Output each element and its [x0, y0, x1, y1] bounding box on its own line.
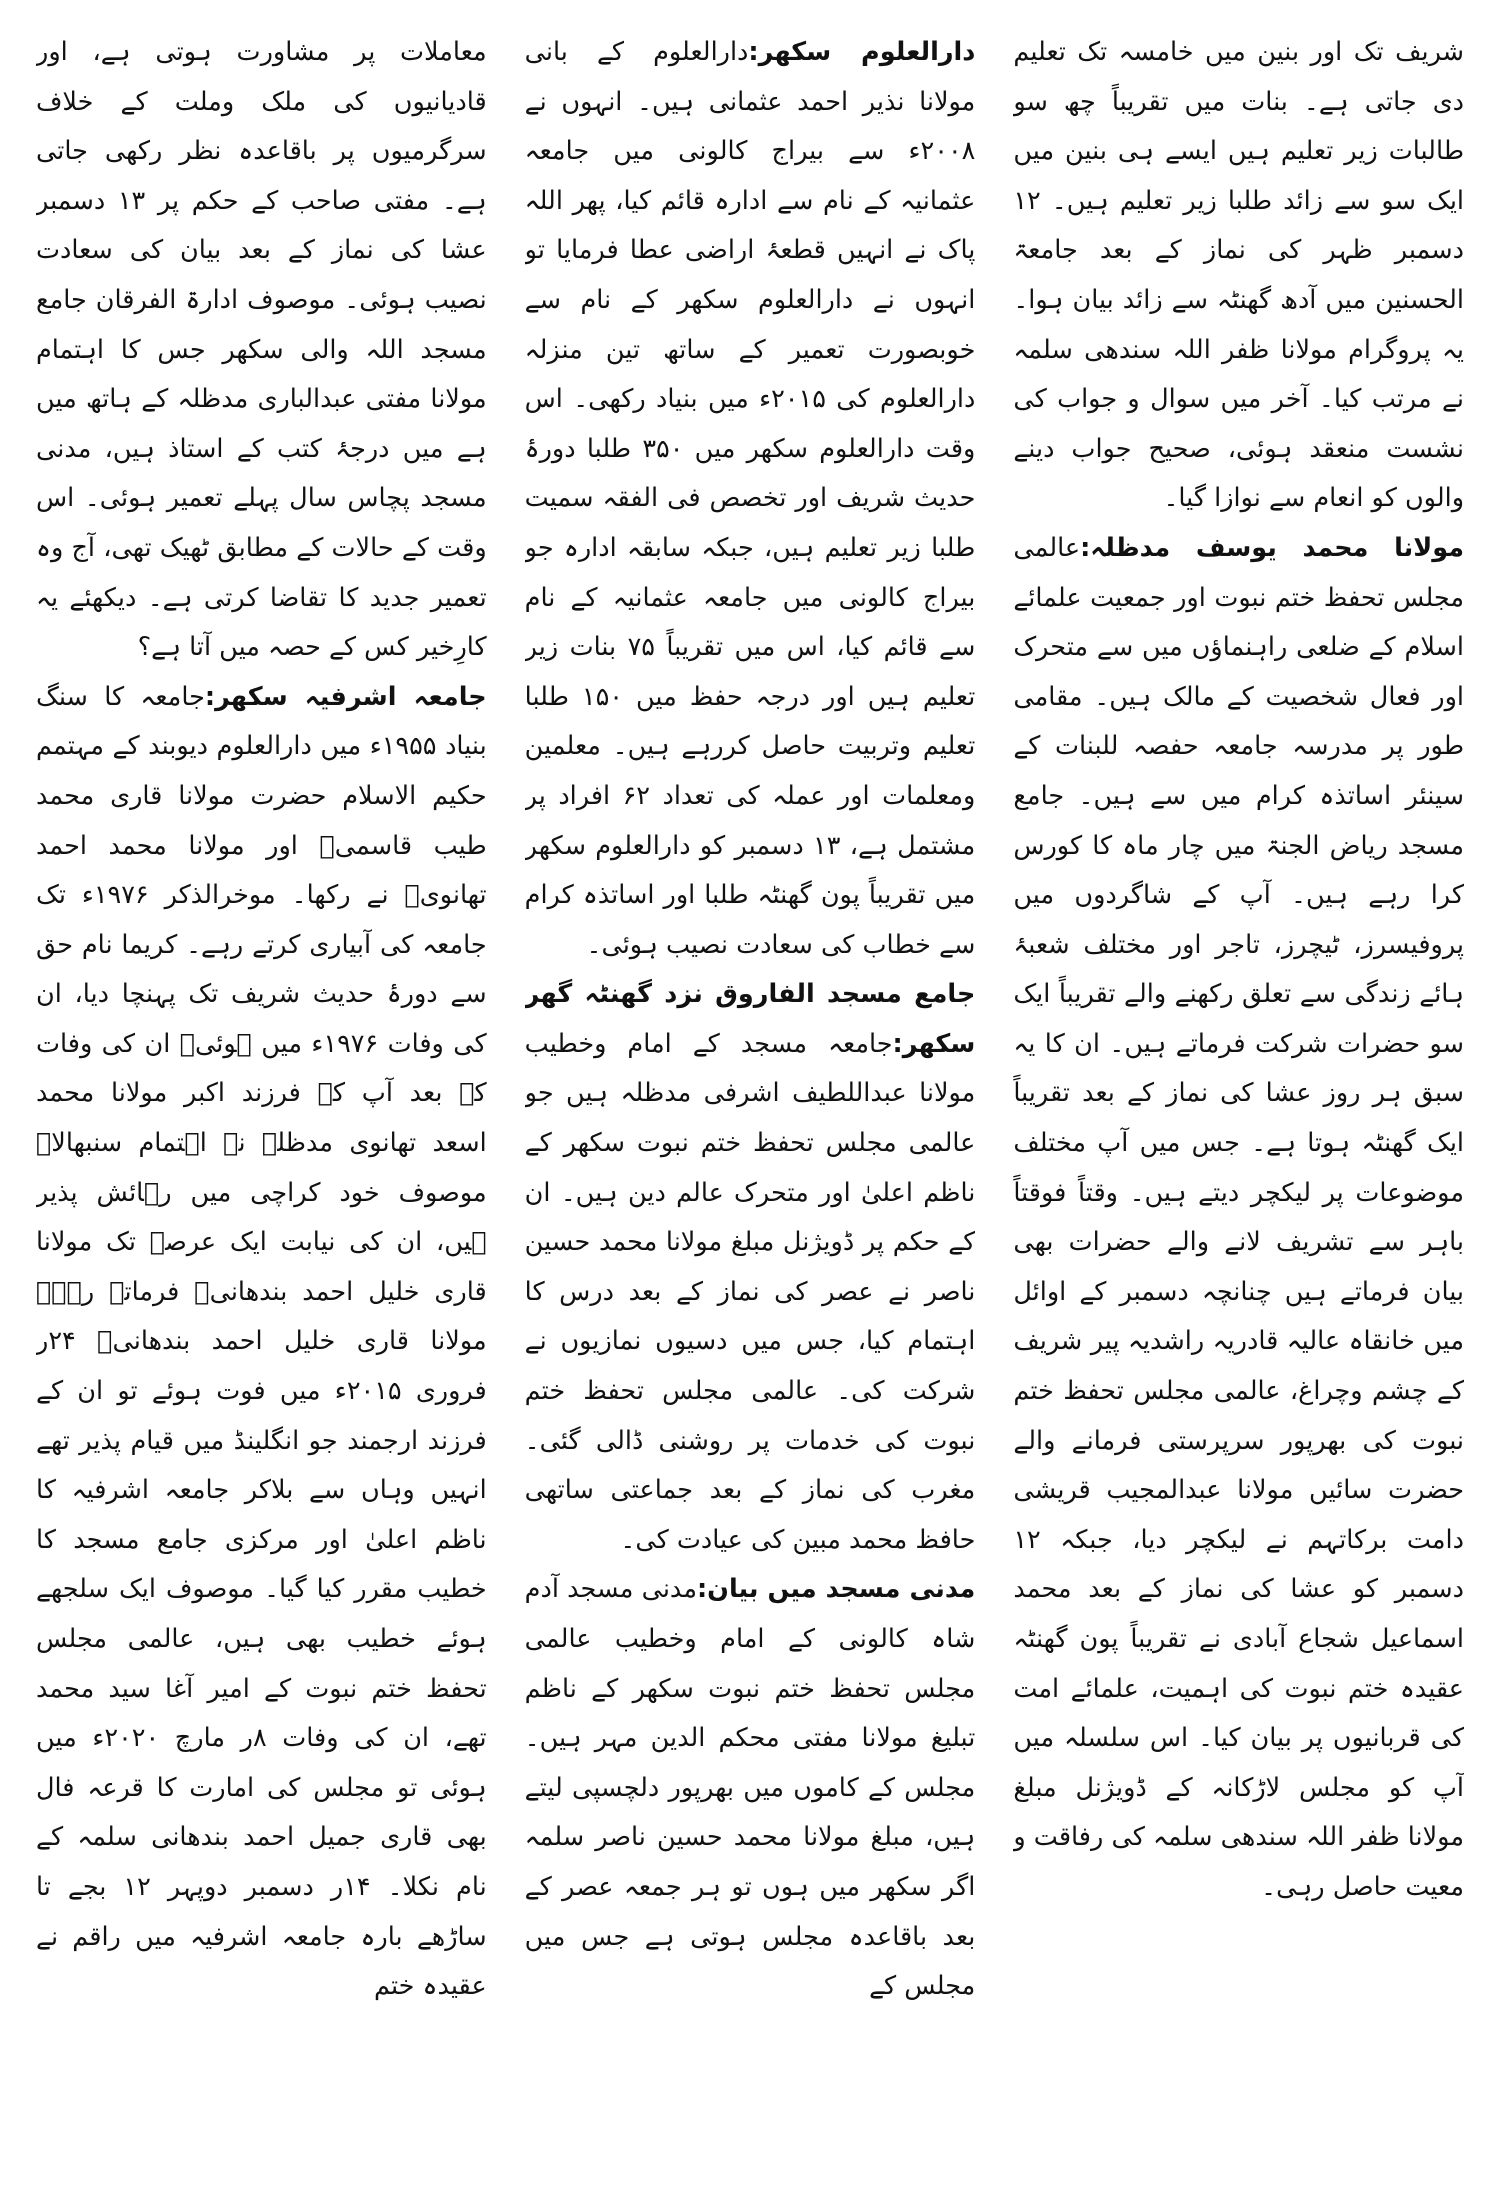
paragraph-text: جامعہ مسجد کے امام وخطیب مولانا عبداللطیف اشرفی مدظلہ ہیں جو عالمی مجلس تحفظ ختم نبوت سکھر کے ناظم اعلیٰ اور متحرک عالم دین ہیں۔ ان کے حکم پر ڈویژنل مبلغ مولانا محمد حسین ناصر نے عصر کی نماز کے بعد درس کا اہتمام کیا، جس میں دسیوں نمازیوں نے شرکت کی۔ عالمی مجلس تحفظ ختم نبوت کی خدمات پر روشنی ڈالی گئی۔ مغرب کی نماز کے بعد جماعتی ساتھی حافظ محمد مبین کی عیادت کی۔ [524, 1028, 976, 1555]
paragraph [1013, 28, 1464, 524]
paragraph [36, 28, 487, 673]
paragraph-text: دارالعلوم کے بانی مولانا نذیر احمد عثمانی ہیں۔ انہوں نے ۲۰۰۸ء سے بیراج کالونی میں جامعہ عثمانیہ کے نام سے ادارہ قائم کیا، پھر اللہ پاک نے انہیں قطعۂ اراضی عطا فرمایا تو انہوں نے دارالعلوم سکھر کے نام سے خوبصورت تعمیر کے ساتھ تین منزلہ دارالعلوم کی ۲۰۱۵ء میں بنیاد رکھی۔ اس وقت دارالعلوم سکھر میں ۳۵۰ طلبا دورۂ حدیث شریف اور تخصص فی الفقہ سمیت طلبا زیر تعلیم ہیں، جبکہ سابقہ ادارہ جو بیراج کالونی میں جامعہ عثمانیہ کے نام سے قائم کیا، اس میں تقریباً ۷۵ بنات زیر تعلیم ہیں اور درجہ حفظ میں ۱۵۰ طلبا تعلیم وتربیت حاصل کررہے ہیں۔ معلمین ومعلمات اور عملہ کی تعداد ۶۲ افراد پر مشتمل ہے، ۱۳ دسمبر کو دارالعلوم سکھر میں تقریباً پون گھنٹہ طلبا اور اساتذہ کرام سے خطاب کی سعادت نصیب ہوئی۔ [524, 37, 976, 960]
section-heading: مولانا محمد یوسف مدظلہ: [1080, 532, 1465, 563]
section-heading: جامعہ اشرفیہ سکھر: [204, 681, 487, 712]
paragraph [525, 1565, 976, 2011]
paragraph-text: معاملات پر مشاورت ہوتی ہے، اور قادیانیوں کی ملک وملت کے خلاف سرگرمیوں پر باقاعدہ نظر رکھی جاتی ہے۔ مفتی صاحب کے حکم پر ۱۳ دسمبر عشا کی نماز کے بعد بیان کی سعادت نصیب ہوئی۔ موصوف ادارۃ الفرقان جامع مسجد اللہ والی سکھر جس کا اہتمام مولانا مفتی عبدالباری مدظلہ کے ہاتھ میں ہے میں درجۂ کتب کے استاذ ہیں، مدنی مسجد پچاس سال پہلے تعمیر ہوئی۔ اس وقت کے حالات کے مطابق ٹھیک تھی، آج وہ تعمیر جدید کا تقاضا کرتی ہے۔ دیکھئے یہ کارِخیر کس کے حصہ میں آتا ہے؟ [36, 37, 487, 663]
section-heading: دارالعلوم سکھر: [748, 37, 976, 67]
section-heading: مدنی مسجد میں بیان: [696, 1574, 976, 1605]
column-left [36, 28, 487, 2176]
column-middle [525, 28, 976, 2176]
column-right [1013, 28, 1464, 2176]
paragraph-text: عالمی مجلس تحفظ ختم نبوت اور جمعیت علمائے اسلام کے ضلعی راہنماؤں میں سے متحرک اور فعال شخصیت کے مالک ہیں۔ مقامی طور پر مدرسہ جامعہ حفصہ للبنات کے سینئر اساتذہ کرام میں سے ہیں۔ جامع مسجد ریاض الجنۃ میں چار ماہ کا کورس کرا رہے ہیں۔ آپ کے شاگردوں میں پروفیسرز، ٹیچرز، تاجر اور مختلف شعبۂ ہائے زندگی سے تعلق رکھنے والے تقریباً ایک سو حضرات شرکت فرماتے ہیں۔ ان کا یہ سبق ہر روز عشا کی نماز کے بعد تقریباً ایک گھنٹہ ہوتا ہے۔ جس میں آپ مختلف موضوعات پر لیکچر دیتے ہیں۔ وقتاً فوقتاً باہر سے تشریف لانے والے حضرات بھی بیان فرماتے ہیں چنانچہ دسمبر کے اوائل میں خانقاہ عالیہ قادریہ راشدیہ پیر شریف کے چشم وچراغ، عالمی مجلس تحفظ ختم نبوت کی بھرپور سرپرستی فرمانے والے حضرت سائیں مولانا عبدالمجیب قریشی دامت برکاتہم نے لیکچر دیا، جبکہ ۱۲ دسمبر کو عشا کی نماز کے بعد محمد اسماعیل شجاع آبادی نے تقریباً پون گھنٹہ عقیدہ ختم نبوت کی اہمیت، علمائے امت کی قربانیوں پر بیان کیا۔ اس سلسلہ میں آپ کو مجلس لاڑکانہ کے ڈویژنل مبلغ مولانا ظفر اللہ سندھی سلمہ کی رفاقت و معیت حاصل رہی۔ [1013, 532, 1465, 1902]
paragraph [525, 28, 976, 970]
paragraph-text: شریف تک اور بنین میں خامسہ تک تعلیم دی جاتی ہے۔ بنات میں تقریباً چھ سو طالبات زیر تعلیم ہیں ایسے ہی بنین میں ایک سو سے زائد طلبا زیر تعلیم ہیں۔ ۱۲ دسمبر ظہر کی نماز کے بعد جامعۃ الحسنین میں آدھ گھنٹہ سے زائد بیان ہوا۔ یہ پروگرام مولانا ظفر اللہ سندھی سلمہ نے مرتب کیا۔ آخر میں سوال و جواب کی نشست منعقد ہوئی، صحیح جواب دینے والوں کو انعام سے نوازا گیا۔ [1013, 37, 1465, 514]
paragraph [36, 673, 487, 2012]
paragraph [525, 970, 976, 1565]
section-heading: جامع مسجد الفاروق نزد گھنٹہ گھر سکھر: [524, 979, 976, 1059]
paragraph-text: جامعہ کا سنگ بنیاد ۱۹۵۵ء میں دارالعلوم دیوبند کے مہتمم حکیم الاسلام حضرت مولانا قاری محمد طیب قاسمیؒ اور مولانا محمد احمد تھانویؒ نے رکھا۔ موخرالذکر ۱۹۷۶ء تک جامعہ کی آبیاری کرتے رہے۔ کریما نام حق سے دورۂ حدیث شریف تک پہنچا دیا، ان کی وفات ۱۹۷۶ء میں ہوئی۔ ان کی وفات کے بعد آپ کے فرزند اکبر مولانا محمد اسعد تھانوی مدظلہ نے اہتمام سنبھالا۔ موصوف خود کراچی میں رہائش پذیر ہیں، ان کی نیابت ایک عرصہ تک مولانا قاری خلیل احمد بندھانیؒ فرماتے رہے۔ مولانا قاری خلیل احمد بندھانیؒ ۲۴ر فروری ۲۰۱۵ء میں فوت ہوئے تو ان کے فرزند ارجمند جو انگلینڈ میں قیام پذیر تھے انہیں وہاں سے بلاکر جامعہ اشرفیہ کا ناظم اعلیٰ اور مرکزی جامع مسجد کا خطیب مقرر کیا گیا۔ موصوف ایک سلجھے ہوئے خطیب بھی ہیں، عالمی مجلس تحفظ ختم نبوت کے امیر آغا سید محمد تھے، ان کی وفات ۸ر مارچ ۲۰۲۰ء میں ہوئی تو مجلس کی امارت کا قرعہ فال بھی قاری جمیل احمد بندھانی سلمہ کے نام نکلا۔ ۱۴ر دسمبر دوپہر ۱۲ بجے تا ساڑھے بارہ جامعہ اشرفیہ میں راقم نے عقیدہ ختم [36, 681, 487, 2002]
paragraph [1013, 524, 1464, 1913]
paragraph-text: مدنی مسجد آدم شاہ کالونی کے امام وخطیب عالمی مجلس تحفظ ختم نبوت سکھر کے ناظم تبلیغ مولانا مفتی محکم الدین مہر ہیں۔ مجلس کے کاموں میں بھرپور دلچسپی لیتے ہیں، مبلغ مولانا محمد حسین ناصر سلمہ اگر سکھر میں ہوں تو ہر جمعہ عصر کے بعد باقاعدہ مجلس ہوتی ہے جس میں مجلس کے [524, 1574, 976, 2002]
